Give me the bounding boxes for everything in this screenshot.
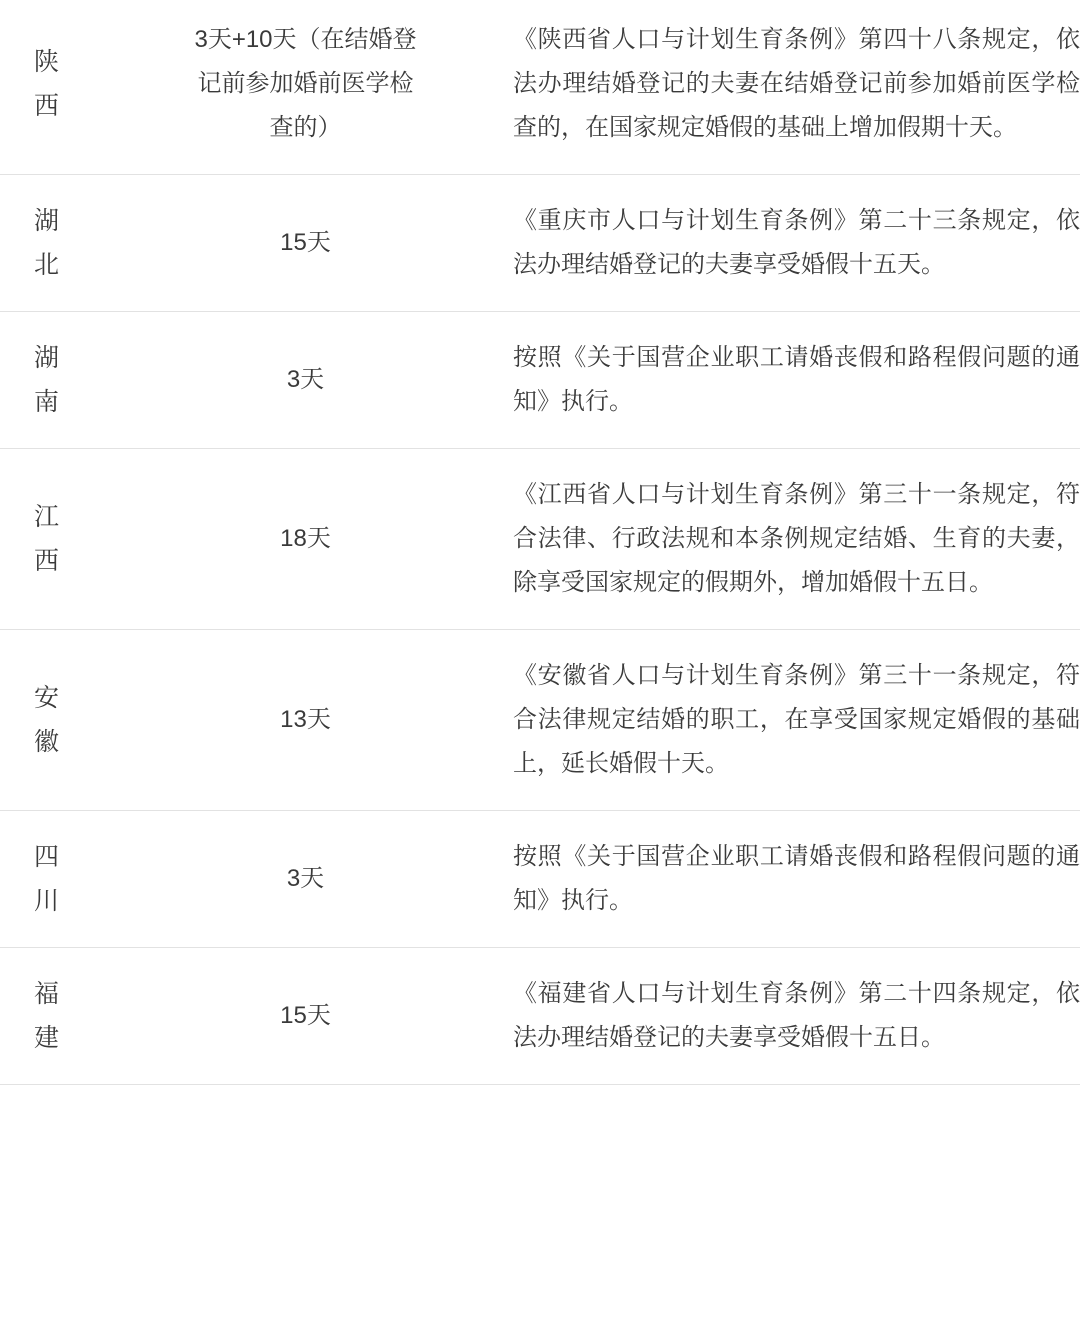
basis-cell: 按照《关于国营企业职工请婚丧假和路程假问题的通知》执行。 (513, 344, 1080, 415)
region-cell (0, 175, 98, 312)
days-label: 13天 (280, 706, 331, 733)
basis-cell: 《江西省人口与计划生育条例》第三十一条规定，符合法律、行政法规和本条例规定结婚、生育的夫妻，除享受国家规定的假期外，增加婚假十五日。 (513, 481, 1080, 596)
region-label: 安徽 (34, 684, 61, 756)
region-label: 江西 (34, 503, 61, 575)
region-cell (0, 0, 98, 175)
region-label: 湖北 (34, 207, 61, 279)
basis-cell: 《陕西省人口与计划生育条例》第四十八条规定，依法办理结婚登记的夫妻在结婚登记前参加婚前医学检查的，在国家规定婚假的基础上增加假期十天。 (513, 26, 1080, 141)
region-cell (0, 948, 98, 1085)
days-label: 15天 (280, 229, 331, 256)
region-label: 四川 (34, 843, 61, 915)
region-label: 陕西 (34, 48, 61, 120)
region-cell (0, 811, 98, 948)
region-cell (0, 312, 98, 449)
days-label: 15天 (280, 1002, 331, 1029)
table-row (0, 312, 1080, 449)
region-label: 湖南 (34, 344, 61, 416)
basis-cell: 按照《关于国营企业职工请婚丧假和路程假问题的通知》执行。 (513, 843, 1080, 914)
days-cell (98, 175, 513, 312)
days-label: 3天+10天（在结婚登记前参加婚前医学检查的） (194, 26, 417, 141)
days-label: 18天 (280, 525, 331, 552)
region-label: 福建 (34, 980, 61, 1052)
days-cell (98, 811, 513, 948)
basis-cell: 《安徽省人口与计划生育条例》第三十一条规定，符合法律规定结婚的职工，在享受国家规定婚假的基础上，延长婚假十天。 (513, 662, 1080, 777)
days-cell (98, 630, 513, 811)
region-cell (0, 449, 98, 630)
days-cell (98, 312, 513, 449)
days-cell (98, 948, 513, 1085)
table-row (0, 449, 1080, 630)
days-cell (98, 449, 513, 630)
table-row (0, 630, 1080, 811)
table-row (0, 948, 1080, 1085)
basis-cell: 《重庆市人口与计划生育条例》第二十三条规定，依法办理结婚登记的夫妻享受婚假十五天。 (513, 207, 1080, 278)
days-label: 3天 (286, 366, 325, 393)
region-cell (0, 630, 98, 811)
table-row (0, 0, 1080, 175)
days-cell (98, 0, 513, 175)
basis-cell: 《福建省人口与计划生育条例》第二十四条规定，依法办理结婚登记的夫妻享受婚假十五日。 (513, 980, 1080, 1051)
table-row (0, 811, 1080, 948)
table-row (0, 175, 1080, 312)
days-label: 3天 (286, 865, 325, 892)
